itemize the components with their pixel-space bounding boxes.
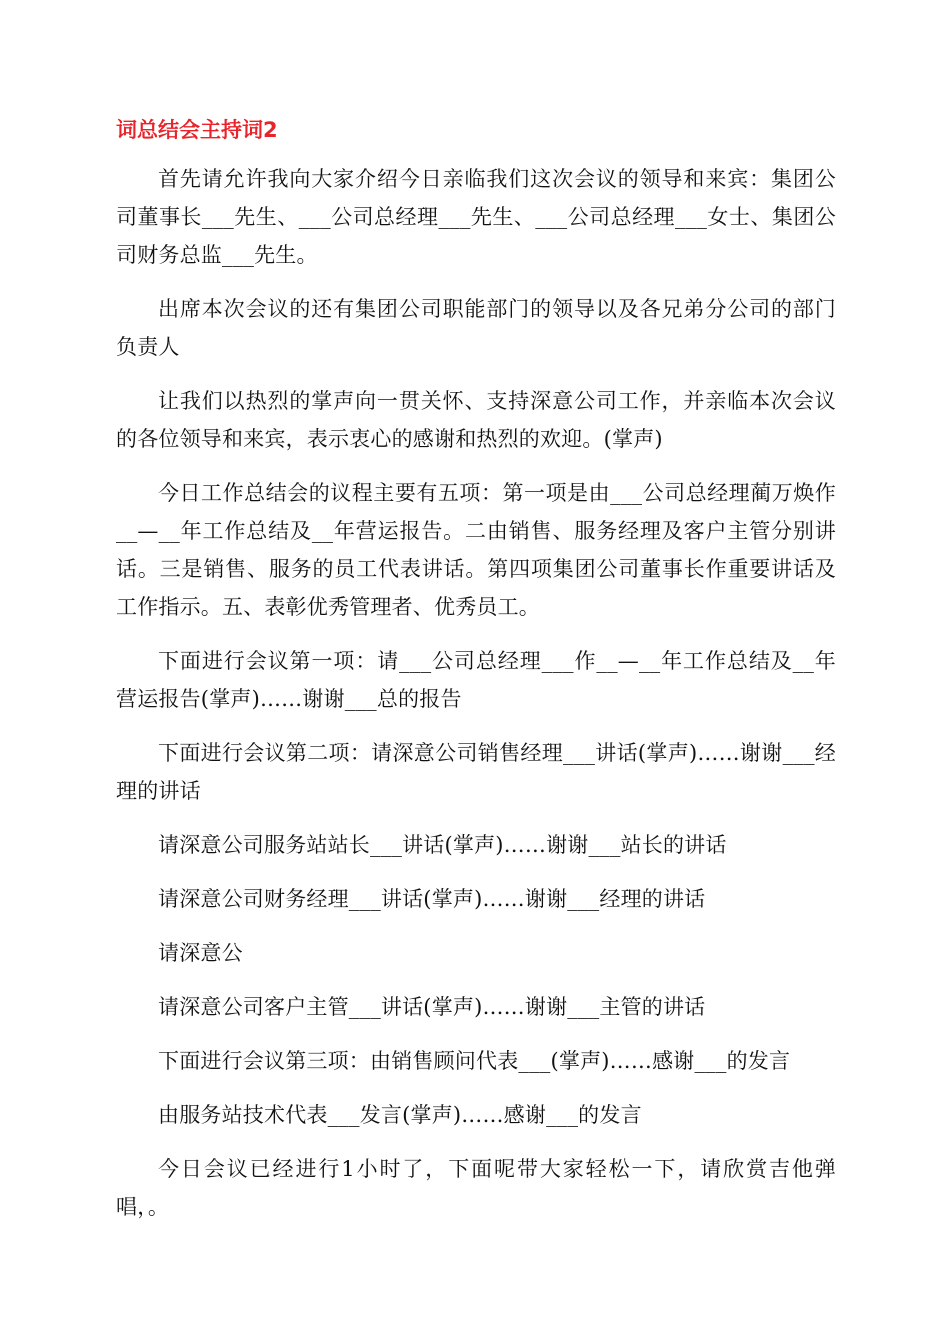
document-title: 词总结会主持词2 (116, 118, 278, 142)
paragraph-13: 今日会议已经进行1小时了，下面呢带大家轻松一下，请欣赏吉他弹唱，。 (116, 1157, 836, 1219)
paragraph-1: 首先请允许我向大家介绍今日亲临我们这次会议的领导和来宾：集团公司董事长___先生、___公司总经理___先生、___公司总经理___女士、集团公司财务总监___先生。 (116, 167, 836, 267)
paragraph-4: 今日工作总结会的议程主要有五项：第一项是由___公司总经理蔺万焕作__—__年工作总结及__年营运报告。二由销售、服务经理及客户主管分别讲话。三是销售、服务的员工代表讲话。第四项集团公司董事长作重要讲话及工作指示。五、表彰优秀管理者、优秀员工。 (116, 481, 836, 619)
paragraph-9: 请深意公 (158, 941, 243, 965)
paragraph-3: 让我们以热烈的掌声向一贯关怀、支持深意公司工作，并亲临本次会议的各位领导和来宾，表示衷心的感谢和热烈的欢迎。(掌声) (116, 389, 836, 451)
document-page (116, 112, 836, 1242)
paragraph-8: 请深意公司财务经理___讲话(掌声)……谢谢___经理的讲话 (158, 887, 706, 911)
paragraph-10: 请深意公司客户主管___讲话(掌声)……谢谢___主管的讲话 (158, 995, 706, 1019)
paragraph-5: 下面进行会议第一项：请___公司总经理___作__—__年工作总结及__年营运报告(掌声)……谢谢___总的报告 (116, 649, 836, 711)
paragraph-12: 由服务站技术代表___发言(掌声)……感谢___的发言 (158, 1103, 642, 1127)
paragraph-11: 下面进行会议第三项：由销售顾问代表___(掌声)……感谢___的发言 (158, 1049, 791, 1073)
paragraph-2: 出席本次会议的还有集团公司职能部门的领导以及各兄弟分公司的部门负责人 (116, 297, 836, 359)
paragraph-7: 请深意公司服务站站长___讲话(掌声)……谢谢___站长的讲话 (158, 833, 727, 857)
paragraph-6: 下面进行会议第二项：请深意公司销售经理___讲话(掌声)……谢谢___经理的讲话 (116, 741, 836, 803)
